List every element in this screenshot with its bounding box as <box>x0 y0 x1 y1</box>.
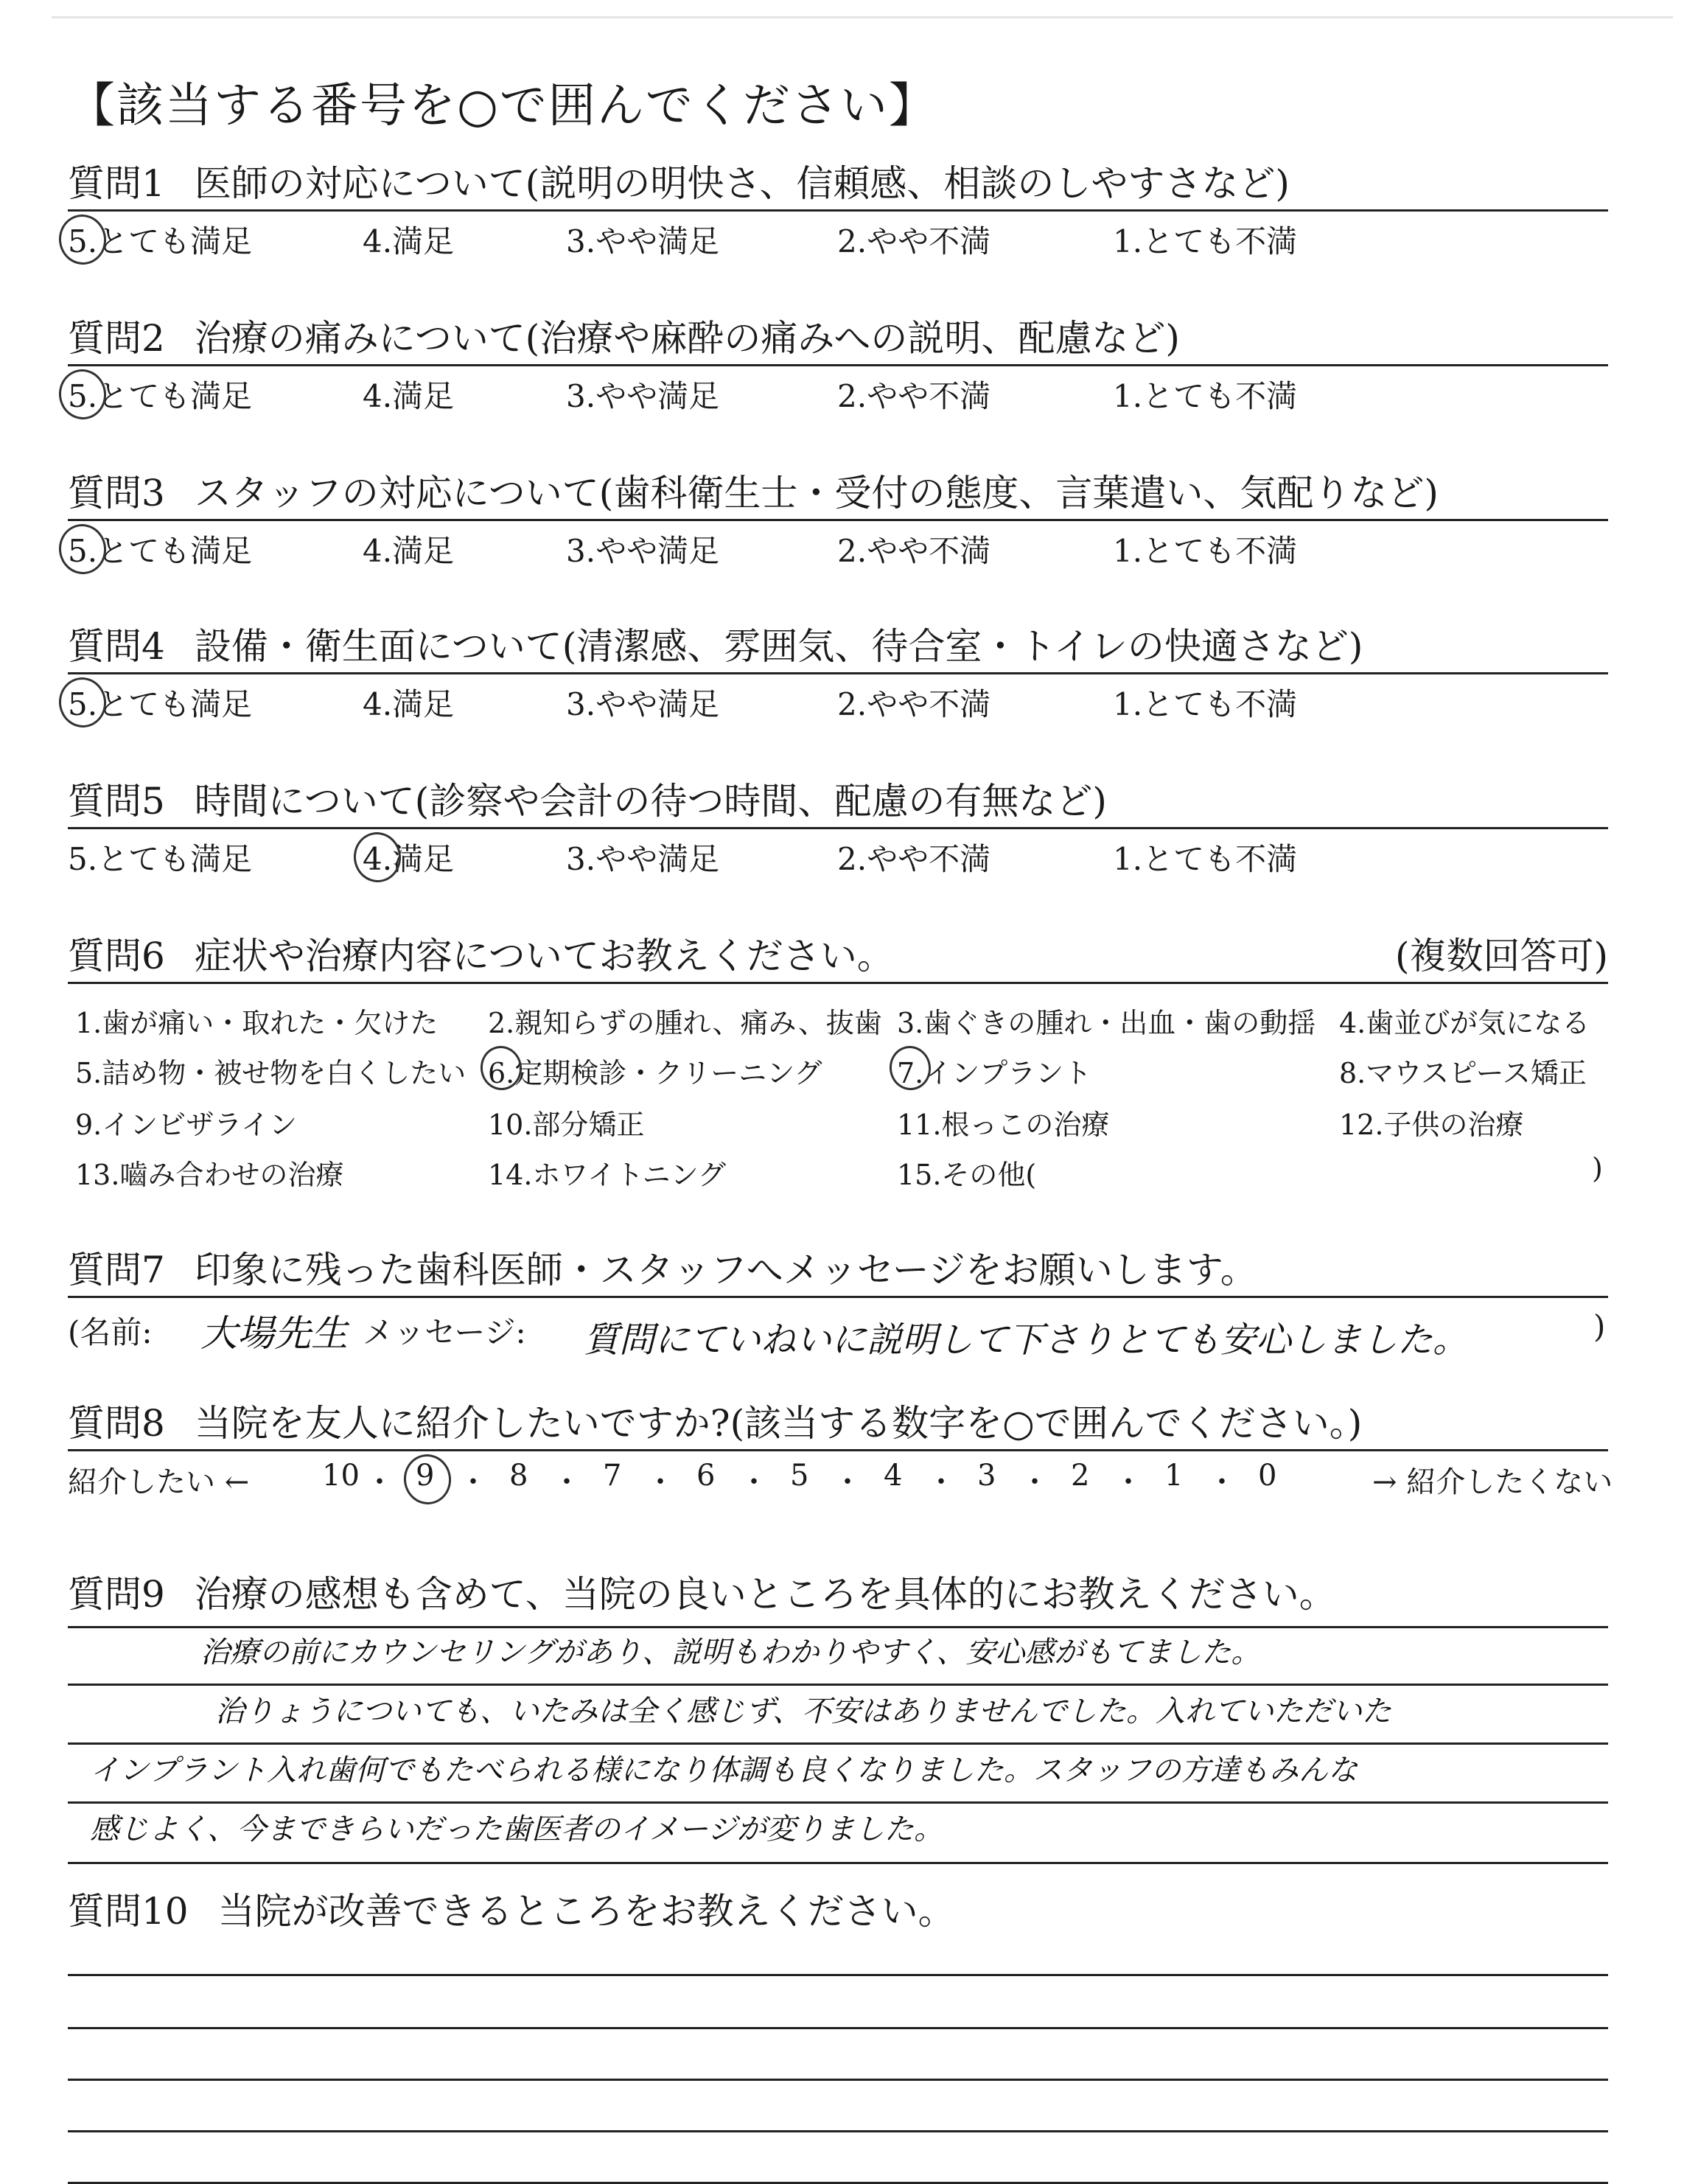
scale-separator: ・ <box>833 1465 862 1499</box>
question-number: 質問10 <box>68 1890 189 1933</box>
treatment-option[interactable]: 15.その他( <box>897 1159 1037 1191</box>
question-title: 設備・衛生面について(清潔感、雰囲気、待合室・トイレの快適さなど) <box>194 625 1363 668</box>
question-8 <box>68 1398 1613 1510</box>
question-title: 時間について(診察や会計の待つ時間、配慮の有無など) <box>194 780 1107 823</box>
question-5 <box>68 775 1608 881</box>
rating-option[interactable] <box>837 527 990 571</box>
rating-option[interactable] <box>68 217 252 262</box>
treatment-option[interactable]: 9.インビザライン <box>75 1109 298 1141</box>
treatment-options <box>68 984 1608 1205</box>
question-6 <box>68 930 1608 1205</box>
rating-option-label: 3.やや満足 <box>566 223 720 259</box>
rating-option-label: 2.やや不満 <box>837 223 991 259</box>
question-number: 質問1 <box>68 162 165 205</box>
rating-option-label: 4.満足 <box>363 533 455 569</box>
rating-option-label: 5.とても満足 <box>68 533 253 569</box>
rating-option[interactable] <box>363 835 454 879</box>
treatment-option[interactable]: 11.根っこの治療 <box>897 1109 1110 1141</box>
scale-value[interactable]: 0 <box>1258 1459 1277 1493</box>
question-title: 治療の感想も含めて、当院の良いところを具体的にお教えください。 <box>194 1573 1336 1616</box>
scale-value[interactable]: 3 <box>977 1459 996 1493</box>
question-number: 質問2 <box>68 317 165 360</box>
scale-separator: ・ <box>365 1465 394 1499</box>
rating-option[interactable] <box>68 372 252 416</box>
question-number: 質問8 <box>68 1402 165 1445</box>
rating-option[interactable] <box>363 372 454 416</box>
rating-option-label: 5.とても満足 <box>68 223 253 259</box>
rating-option[interactable] <box>837 217 990 262</box>
question-title: 当院を友人に紹介したいですか?(該当する数字を○で囲んでください。) <box>194 1402 1363 1445</box>
question-10 <box>68 1885 1608 2173</box>
scale-separator: ・ <box>926 1465 956 1499</box>
message-close: ) <box>1593 1308 1606 1344</box>
rating-option[interactable] <box>566 527 719 571</box>
writing-line <box>68 1862 1608 1864</box>
question-number: 質問4 <box>68 625 165 668</box>
treatment-option[interactable]: 12.子供の治療 <box>1339 1109 1524 1141</box>
rating-option[interactable] <box>1113 680 1297 725</box>
scale-separator: ・ <box>552 1465 581 1499</box>
writing-line <box>68 2027 1608 2029</box>
scale-value[interactable]: 10 <box>322 1459 360 1493</box>
rating-option-label: 2.やや不満 <box>837 841 991 877</box>
rating-option[interactable] <box>566 680 719 725</box>
handwritten-comment: 治りょうについても、いたみは全く感じず、不安はありませんでした。入れていただいた <box>215 1695 1391 1728</box>
question-number: 質問6 <box>68 935 165 977</box>
rating-option-label: 3.やや満足 <box>566 686 720 722</box>
handwritten-comment: 感じよく、今まできらいだった歯医者のイメージが変りました。 <box>90 1813 943 1846</box>
question-3 <box>68 467 1608 573</box>
multiple-answer-note: (複数回答可) <box>1394 935 1608 977</box>
comment-lines <box>68 1620 1608 1885</box>
rating-option-label: 4.満足 <box>363 841 455 877</box>
treatment-option[interactable]: 10.部分矯正 <box>488 1109 645 1141</box>
rating-options <box>68 212 1608 263</box>
scale-value[interactable]: 2 <box>1071 1459 1090 1493</box>
question-2 <box>68 313 1608 418</box>
question-number: 質問7 <box>68 1249 165 1291</box>
treatment-option[interactable]: 4.歯並びが気になる <box>1339 1007 1590 1039</box>
handwritten-comment: 治療の前にカウンセリングがあり、説明もわかりやすく、安心感がもてました。 <box>200 1636 1261 1670</box>
rating-options <box>68 521 1608 573</box>
top-divider <box>52 16 1673 18</box>
scale-separator: ・ <box>1114 1465 1143 1499</box>
handwritten-comment: インプラント入れ歯何でもたべられる様になり体調も良くなりました。スタッフの方達もみんな <box>90 1754 1358 1787</box>
writing-line <box>68 1801 1608 1804</box>
message-label: メッセージ: <box>363 1314 526 1350</box>
message-line <box>68 1298 1608 1364</box>
rating-options <box>68 829 1608 881</box>
rating-option-label: 5.とても満足 <box>68 378 253 414</box>
improvement-lines <box>68 1937 1608 2173</box>
treatment-option[interactable]: 1.歯が痛い・取れた・欠けた <box>75 1007 439 1039</box>
rating-option-label: 4.満足 <box>363 223 455 259</box>
rating-option-label: 1.とても不満 <box>1113 686 1298 722</box>
scale-left-label: 紹介したい ← <box>68 1465 250 1499</box>
question-7 <box>68 1244 1608 1364</box>
rating-option[interactable] <box>566 835 719 879</box>
writing-line <box>68 2079 1608 2081</box>
rating-option-label: 4.満足 <box>363 686 455 722</box>
writing-line <box>68 1742 1608 1745</box>
rating-option[interactable] <box>68 835 252 879</box>
treatment-option[interactable]: 2.親知らずの腫れ、痛み、抜歯 <box>488 1007 882 1039</box>
rating-option-label: 1.とても不満 <box>1113 533 1298 569</box>
rating-option[interactable] <box>1113 527 1297 571</box>
page-heading: 【該当する番号を○で囲んでください】 <box>68 79 937 133</box>
scale-value[interactable]: 4 <box>884 1459 903 1493</box>
question-4 <box>68 621 1608 726</box>
rating-option-label: 5.とても満足 <box>68 841 253 877</box>
writing-line <box>68 1626 1608 1628</box>
name-label: (名前: <box>68 1314 153 1350</box>
writing-line <box>68 2130 1608 2132</box>
treatment-option[interactable]: 5.詰め物・被せ物を白くしたい <box>75 1057 467 1089</box>
rating-option-label: 2.やや不満 <box>837 533 991 569</box>
question-title: 医師の対応について(説明の明快さ、信頼感、相談のしやすさなど) <box>194 162 1290 205</box>
question-title: 印象に残った歯科医師・スタッフへメッセージをお願いします。 <box>194 1249 1257 1291</box>
scale-value[interactable]: 9 <box>416 1459 435 1493</box>
question-title: 治療の痛みについて(治療や麻酔の痛みへの説明、配慮など) <box>194 317 1180 360</box>
scale-separator: ・ <box>1207 1465 1237 1499</box>
rating-options <box>68 674 1608 726</box>
treatment-option[interactable]: 8.マウスピース矯正 <box>1339 1057 1587 1089</box>
rating-option[interactable] <box>363 527 454 571</box>
treatment-option[interactable]: 14.ホワイトニング <box>488 1159 727 1191</box>
scale-value[interactable]: 8 <box>509 1459 528 1493</box>
scale-separator: ・ <box>646 1465 675 1499</box>
rating-option[interactable] <box>363 217 454 262</box>
rating-option-label: 1.とても不満 <box>1113 223 1298 259</box>
message-value: 質問にていねいに説明して下さりとても安心しました。 <box>584 1319 1469 1361</box>
other-close-paren: ) <box>1592 1152 1603 1185</box>
rating-option-label: 3.やや満足 <box>566 378 720 414</box>
treatment-option[interactable]: 3.歯ぐきの腫れ・出血・歯の動揺 <box>897 1007 1316 1039</box>
question-title: 症状や治療内容についてお教えください。 <box>194 935 894 977</box>
rating-option-label: 3.やや満足 <box>566 533 720 569</box>
rating-option-label: 2.やや不満 <box>837 378 991 414</box>
rating-option-label: 3.やや満足 <box>566 841 720 877</box>
scale-value[interactable]: 7 <box>603 1459 622 1493</box>
scale-separator: ・ <box>1020 1465 1049 1499</box>
question-number: 質問5 <box>68 780 165 823</box>
writing-line <box>68 1684 1608 1686</box>
question-number: 質問9 <box>68 1573 165 1616</box>
scale-value[interactable]: 5 <box>790 1459 809 1493</box>
scale-value[interactable]: 1 <box>1164 1459 1184 1493</box>
question-title: 当院が改善できるところをお教えください。 <box>217 1890 955 1933</box>
treatment-option[interactable]: 7.インプラント <box>897 1057 1092 1089</box>
name-value: 大場先生 <box>200 1312 348 1355</box>
rating-option[interactable] <box>1113 835 1297 879</box>
scale-value[interactable]: 6 <box>696 1459 716 1493</box>
rating-option[interactable] <box>68 527 252 571</box>
writing-line <box>68 1974 1608 1976</box>
rating-option-label: 1.とても不満 <box>1113 378 1298 414</box>
rating-option[interactable] <box>363 680 454 725</box>
scale-separator: ・ <box>739 1465 769 1499</box>
selected-circle-mark <box>401 1451 455 1507</box>
question-9 <box>68 1569 1608 1885</box>
rating-option[interactable] <box>837 372 990 416</box>
treatment-option[interactable]: 6.定期検診・クリーニング <box>488 1057 822 1089</box>
rating-option-label: 5.とても満足 <box>68 686 253 722</box>
scale-right-label: → 紹介したくない <box>1372 1465 1613 1499</box>
recommend-scale <box>68 1451 1613 1510</box>
scale-separator: ・ <box>458 1465 488 1499</box>
rating-options <box>68 366 1608 418</box>
treatment-option[interactable]: 13.嚙み合わせの治療 <box>75 1159 344 1191</box>
rating-option[interactable] <box>566 372 719 416</box>
rating-option[interactable] <box>1113 217 1297 262</box>
rating-option[interactable] <box>837 835 990 879</box>
question-number: 質問3 <box>68 472 165 514</box>
rating-option[interactable] <box>1113 372 1297 416</box>
rating-option[interactable] <box>837 680 990 725</box>
rating-option[interactable] <box>68 680 252 725</box>
rating-option-label: 2.やや不満 <box>837 686 991 722</box>
rating-option-label: 4.満足 <box>363 378 455 414</box>
question-title: スタッフの対応について(歯科衛生士・受付の態度、言葉遣い、気配りなど) <box>194 472 1439 514</box>
question-1 <box>68 158 1608 263</box>
rating-option[interactable] <box>566 217 719 262</box>
rating-option-label: 1.とても不満 <box>1113 841 1298 877</box>
